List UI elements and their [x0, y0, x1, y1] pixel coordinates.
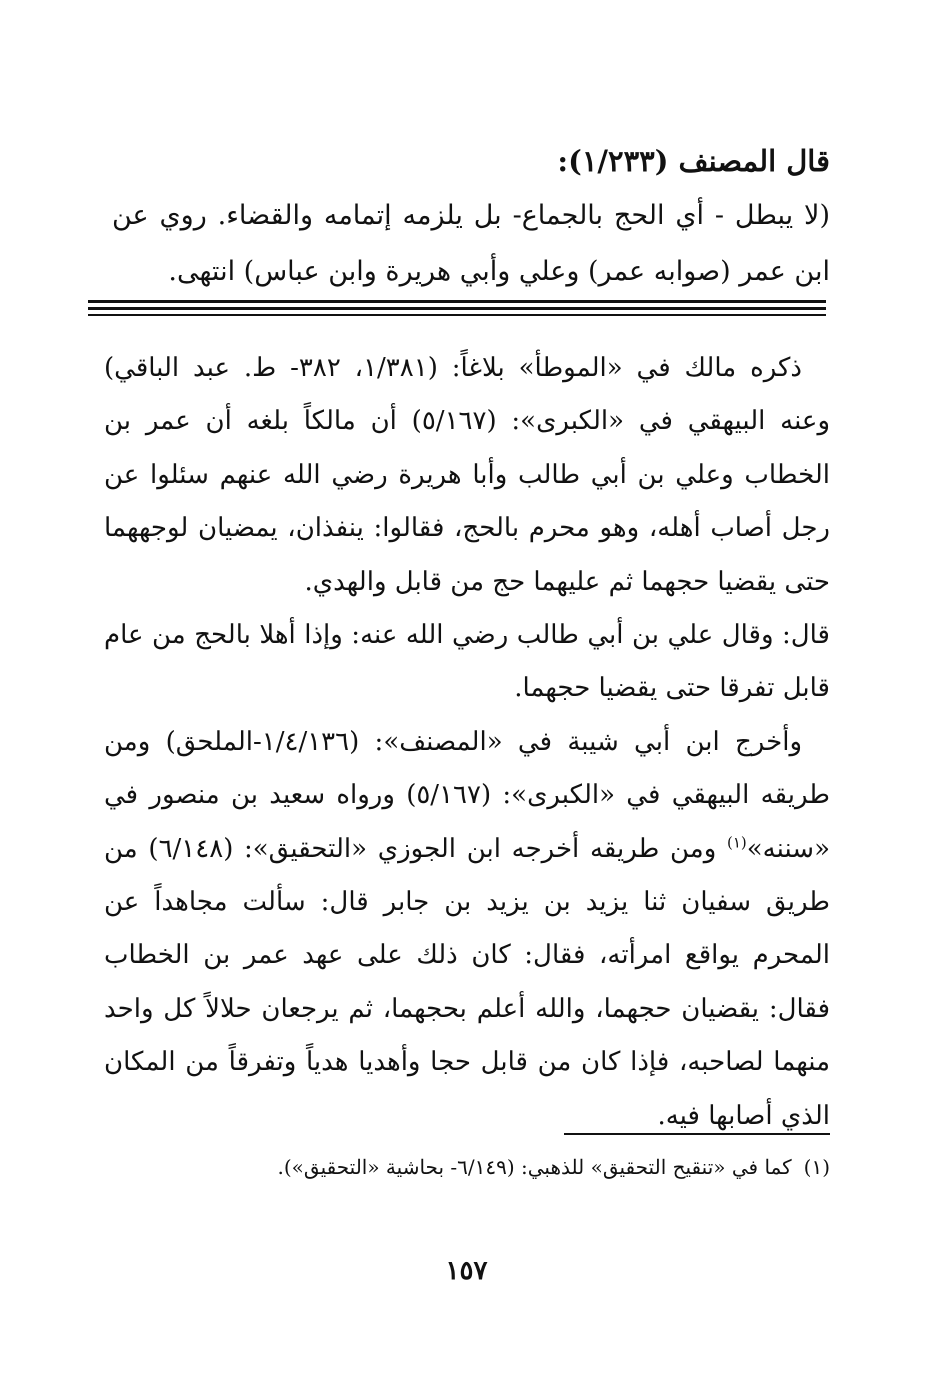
- footnote: [104, 1150, 830, 1184]
- paragraph-3: [104, 716, 830, 1143]
- paragraph-2: قال: وقال علي بن أبي طالب رضي الله عنه: وإذا أهلا بالحج من عام قابل تفرقا حتى يقضيا حجهما.: [104, 620, 830, 704]
- footnote-text: كما في «تنقيح التحقيق» للذهبي: (٦/١٤٩- بحاشية «التحقيق»).: [277, 1155, 792, 1179]
- header-divider-line: [88, 300, 826, 303]
- footnote-number: (١): [803, 1155, 830, 1179]
- paragraph-3-text-start: وأخرج ابن أبي شيبة في «المصنف»: (١/٤/١٣٦-الملحق) ومن طريقه البيهقي في «الكبرى»: (٥/١٦٧) ورواه سعيد بن منصور في «سننه»: [104, 726, 830, 864]
- main-text: [104, 342, 830, 1143]
- footnote-divider: [564, 1133, 830, 1135]
- header-divider-line: [88, 314, 826, 316]
- footnote-reference: (١): [726, 833, 747, 851]
- header-divider-line: [88, 307, 826, 310]
- section-heading: قال المصنف (١/٢٣٣):: [557, 144, 830, 178]
- page-number: ١٥٧: [445, 1256, 488, 1286]
- quoted-text: (لا يبطل - أي الحج بالجماع- بل يلزمه إتمامه والقضاء. روي عن ابن عمر (صوابه عمر) وعلي وأبي هريرة وابن عباس) انتهى.: [112, 200, 830, 287]
- paragraph-1: ذكره مالك في «الموطأ» بلاغاً: (١/٣٨١، ٣٨٢- ط. عبد الباقي) وعنه البيهقي في «الكبرى»: (٥/١٦٧) أن مالكاً بلغه أن عمر بن الخطاب وعلي بن أبي طالب وأبا هريرة رضي الله عنهم سئلوا عن رجل أصاب أهله، وهو محرم بالحج، فقالوا: ينفذان، يمضيان لوجههما حتى يقضيا حجهما ثم عليهما حج من قابل والهدي.: [104, 353, 831, 597]
- paragraph-3-text-end: ومن طريقه أخرجه ابن الجوزي «التحقيق»: (٦/١٤٨) من طريق سفيان ثنا يزيد بن يزيد بن جابر قال: سألت مجاهداً عن المحرم يواقع امرأته، فقال: كان ذلك على عهد عمر بن الخطاب فقال: يقضيان حجهما، والله أعلم بحجهما، ثم يرجعان حلالاً كل واحد منهما لصاحبه، فإذا كان من قابل حجا وأهديا هدياً وتفرقاً من المكان الذي أصابها فيه.: [104, 833, 830, 1131]
